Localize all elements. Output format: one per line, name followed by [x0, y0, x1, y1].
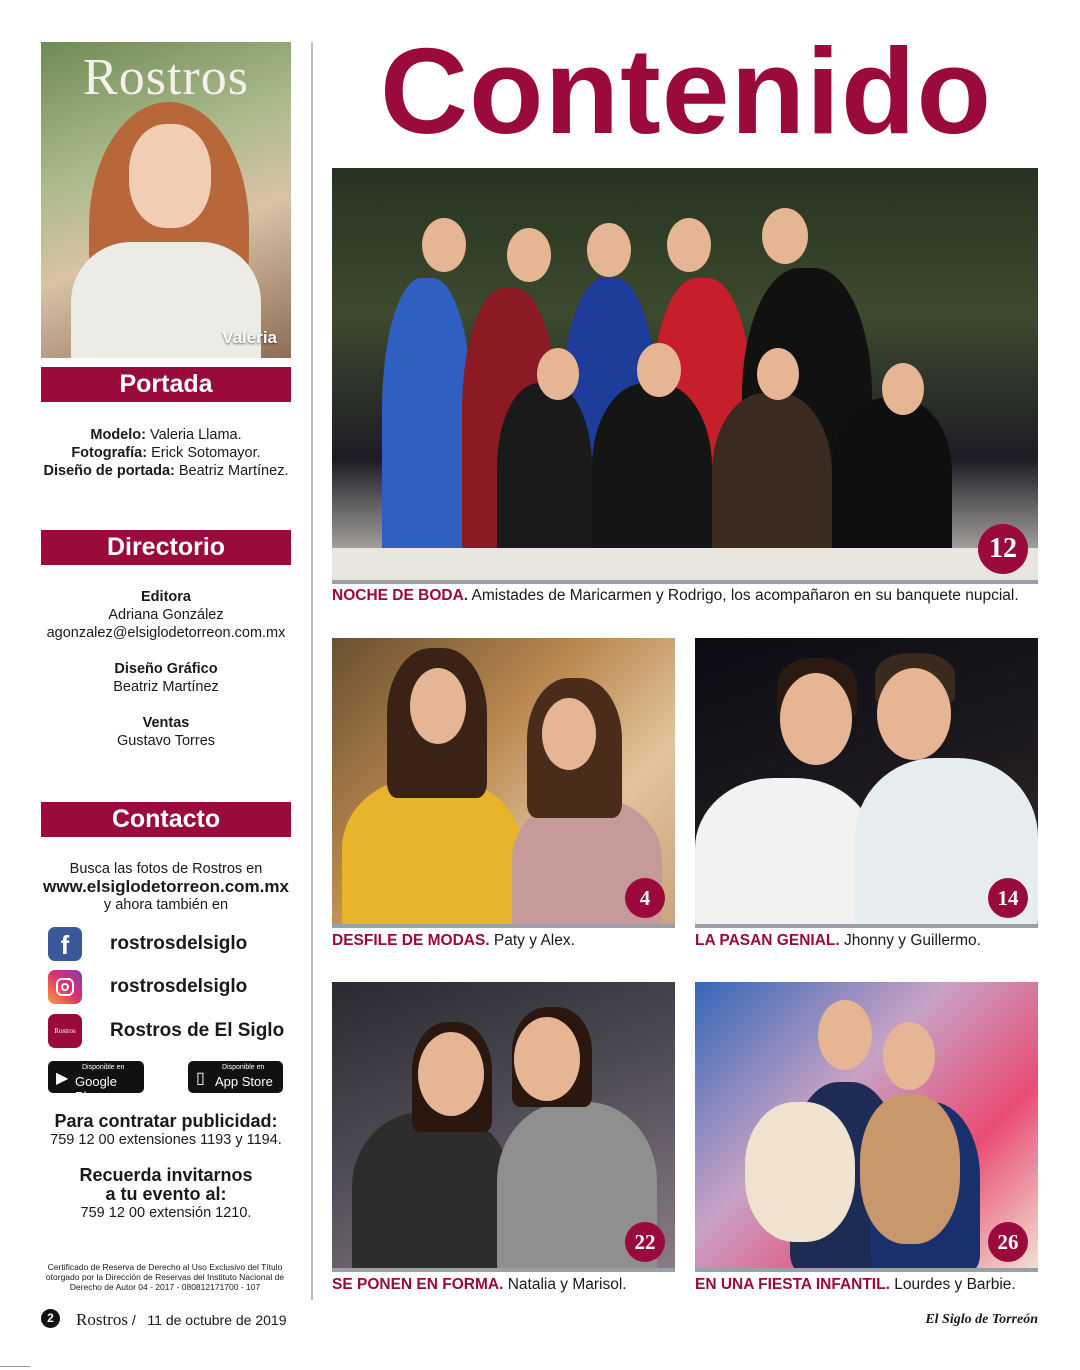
footer-rule [0, 1366, 30, 1367]
cover-model-face [129, 124, 211, 228]
page-badge-22: 22 [625, 1222, 665, 1262]
page-badge-4: 4 [625, 878, 665, 918]
play-store-icon: ▶ [56, 1070, 69, 1087]
story-caption-kids: EN UNA FIESTA INFANTIL. Lourdes y Barbie. [695, 1276, 1016, 1293]
credit-photo: Fotografía: Erick Sotomayor. [71, 445, 261, 461]
phone-icon: ▯ [196, 1070, 205, 1087]
portada-credits [36, 426, 296, 480]
directorio-list [36, 588, 296, 768]
story-caption-fashion: DESFILE DE MODAS. Paty y Alex. [332, 932, 575, 949]
event-invite-info: Recuerda invitarnos a tu evento al: 759 12 00 extensión 1210. [79, 1165, 253, 1221]
cover-masthead: Rostros [83, 49, 249, 106]
credit-model: Modelo: Valeria Llama. [90, 427, 242, 443]
website-link[interactable]: www.elsiglodetorreon.com.mx [43, 877, 289, 896]
contacto-text: Busca las fotos de Rostros en www.elsiglodetorreon.com.mx y ahora también en [36, 860, 296, 914]
editora-email[interactable]: agonzalez@elsiglodetorreon.com.mx [46, 625, 286, 641]
footer-magazine: Rostros [76, 1310, 128, 1329]
story-photo-fitness[interactable] [332, 982, 675, 1272]
footer-publisher: El Siglo de Torreón [925, 1312, 1038, 1327]
page-badge-26: 26 [988, 1222, 1028, 1262]
story-caption-wedding: NOCHE DE BODA. Amistades de Maricarmen y Rodrigo, los acompañaron en su banquete nupcial. [332, 587, 1019, 604]
directorio-ventas: Ventas Gustavo Torres [116, 715, 216, 749]
instagram-icon [48, 970, 82, 1004]
cover-model-name: Valeria [222, 328, 277, 347]
facebook-link[interactable]: f rostrosdelsiglo [48, 927, 298, 961]
legal-notice: Certificado de Reserva de Derecho al Uso Exclusivo del Título otorgado por la Dirección de Reservas del Instituto Nacional de Derecho de Autor 04 - 2017 - 080812171700 - 107 [45, 1262, 285, 1292]
story-photo-party[interactable] [695, 638, 1038, 928]
story-photo-kids[interactable] [695, 982, 1038, 1272]
instagram-link[interactable]: rostrosdelsiglo [48, 970, 298, 1004]
page-number: 2 [41, 1309, 60, 1328]
contacto-heading: Contacto [41, 802, 291, 837]
app-store-button[interactable]: ▯ Disponible en App Store [188, 1061, 283, 1093]
footer-date: 11 de octubre de 2019 [147, 1312, 287, 1328]
story-photo-wedding[interactable] [332, 168, 1038, 584]
credit-design: Diseño de portada: Beatriz Martínez. [43, 463, 289, 479]
story-photo-fashion[interactable] [332, 638, 675, 928]
story-caption-fitness: SE PONEN EN FORMA. Natalia y Marisol. [332, 1276, 627, 1293]
rostros-app-link[interactable]: Rostros Rostros de El Siglo [48, 1014, 298, 1048]
directorio-heading: Directorio [41, 530, 291, 565]
footer-info: Rostros / 11 de octubre de 2019 [76, 1310, 287, 1329]
page-badge-12: 12 [978, 524, 1028, 574]
directorio-diseno: Diseño Gráfico Beatriz Martínez [113, 661, 219, 695]
directorio-editora: Editora Adriana González agonzalez@elsiglodetorreon.com.mx [36, 588, 296, 642]
advertising-info: Para contratar publicidad: 759 12 00 extensiones 1193 y 1194. [50, 1111, 282, 1148]
rostros-app-icon: Rostros [48, 1014, 82, 1048]
cover-thumbnail[interactable] [41, 42, 291, 358]
page-title: Contenido [379, 23, 993, 159]
portada-heading: Portada [41, 367, 291, 402]
facebook-icon: f [48, 927, 82, 961]
page-badge-14: 14 [988, 878, 1028, 918]
column-divider [311, 42, 313, 1300]
google-play-button[interactable]: ▶ Disponible en Google Play [48, 1061, 144, 1093]
story-caption-party: LA PASAN GENIAL. Jhonny y Guillermo. [695, 932, 981, 949]
